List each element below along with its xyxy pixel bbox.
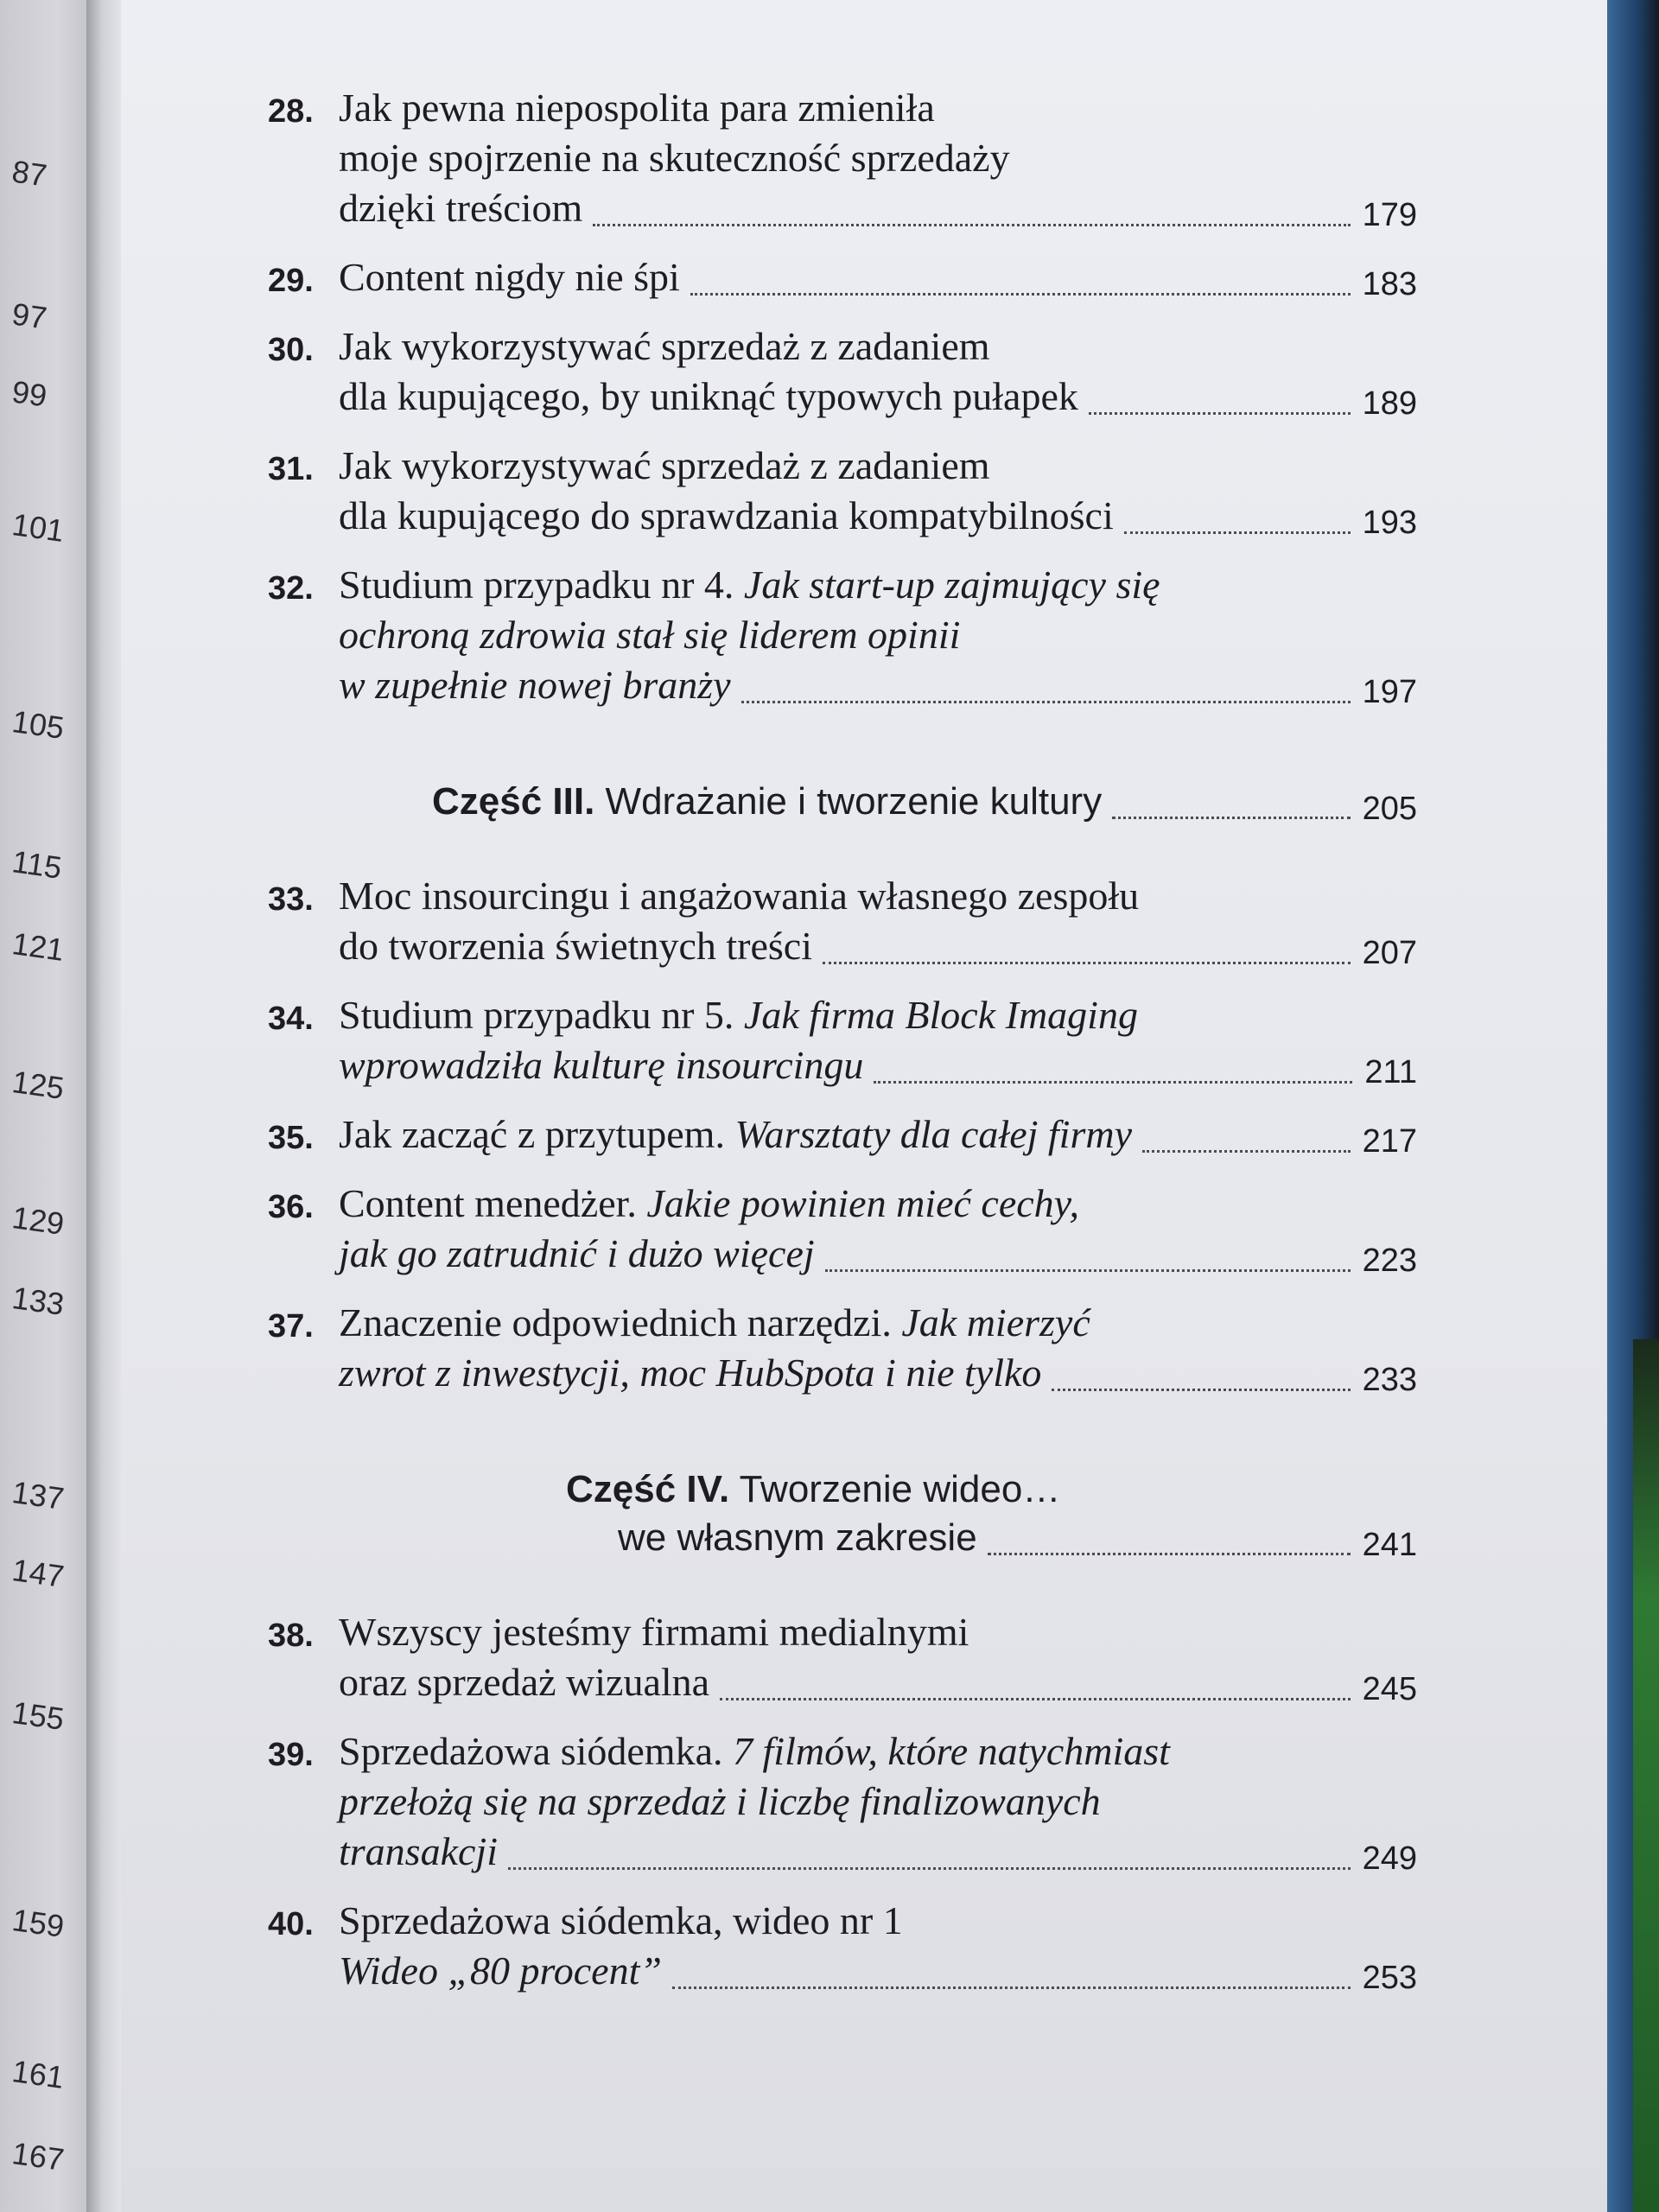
entry-title-plain: Jak zacząć z przytupem. — [339, 1112, 735, 1156]
toc-entry — [268, 1179, 1417, 1286]
entry-title-line: Jak wykorzystywać sprzedaż z zadaniem — [339, 324, 990, 368]
page-number: 211 — [1364, 1054, 1417, 1090]
entry-title-italic: Jak start-up zajmujący się — [743, 563, 1160, 607]
margin-page-number: 105 — [10, 703, 67, 746]
page-number: 179 — [1362, 197, 1417, 233]
page-number: 223 — [1362, 1243, 1417, 1279]
entry-title-line: dla kupującego, by uniknąć typowych pułapek — [339, 374, 1078, 418]
table-of-contents — [268, 83, 1417, 2015]
page-number: 249 — [1362, 1840, 1417, 1877]
chapter-number: 34. — [268, 1001, 314, 1037]
page-number: 253 — [1362, 1960, 1417, 1996]
chapter-number: 33. — [268, 881, 314, 918]
entry-title-line: Jak wykorzystywać sprzedaż z zadaniem — [339, 443, 990, 487]
margin-page-number: 133 — [10, 1280, 67, 1322]
page-number: 241 — [1362, 1527, 1417, 1563]
toc-entry — [268, 990, 1417, 1097]
dot-leader — [672, 1946, 1351, 1989]
toc-entry — [268, 1109, 1417, 1166]
part-heading — [268, 1465, 1417, 1569]
toc-entry — [268, 252, 1417, 309]
dot-leader — [825, 1229, 1351, 1272]
margin-page-number: 167 — [10, 2135, 67, 2177]
dot-leader — [988, 1514, 1351, 1555]
entry-title-line: do tworzenia świetnych treści — [339, 924, 812, 968]
chapter-number: 32. — [268, 570, 314, 607]
part-heading — [268, 778, 1417, 833]
chapter-number: 35. — [268, 1120, 314, 1156]
dot-leader — [1124, 491, 1351, 534]
page-number: 207 — [1362, 935, 1417, 971]
margin-page-number: 129 — [10, 1199, 67, 1242]
entry-title-line: ochroną zdrowia stał się liderem opinii — [339, 613, 961, 657]
chapter-number: 28. — [268, 93, 314, 130]
toc-entry — [268, 441, 1417, 548]
page-number: 233 — [1362, 1362, 1417, 1398]
dot-leader — [741, 660, 1351, 703]
margin-page-number: 97 — [10, 296, 49, 336]
page-number: 197 — [1362, 674, 1417, 710]
page-number: 193 — [1362, 505, 1417, 541]
toc-entry — [268, 871, 1417, 978]
entry-title-line: dzięki treściom — [339, 186, 583, 230]
toc-entry — [268, 321, 1417, 429]
dot-leader — [720, 1657, 1351, 1700]
entry-title-plain: Content menedżer. — [339, 1181, 647, 1225]
dot-leader — [593, 183, 1350, 226]
part-title: Tworzenie wideo… — [739, 1468, 1061, 1510]
dot-leader — [874, 1040, 1352, 1084]
entry-title-line: jak go zatrudnić i dużo więcej — [339, 1231, 815, 1275]
entry-title-italic: Jakie powinien mieć cechy, — [646, 1181, 1080, 1225]
chapter-number: 36. — [268, 1189, 314, 1225]
toc-entry — [268, 83, 1417, 240]
margin-page-number: 87 — [10, 153, 49, 194]
margin-page-number: 99 — [10, 373, 49, 414]
margin-page-number: 125 — [10, 1064, 67, 1106]
chapter-number: 31. — [268, 451, 314, 487]
part-label: Część IV. — [566, 1468, 730, 1510]
entry-title-line: Content nigdy nie śpi — [339, 255, 680, 299]
margin-page-number: 155 — [10, 1694, 67, 1737]
entry-title-line: Wszyscy jesteśmy firmami medialnymi — [339, 1610, 969, 1654]
part-label: Część III. — [432, 780, 595, 823]
dot-leader — [508, 1827, 1351, 1870]
entry-title-italic: Jak firma Block Imaging — [743, 993, 1138, 1037]
dot-leader — [823, 921, 1351, 964]
chapter-number: 29. — [268, 263, 314, 299]
chapter-number: 37. — [268, 1308, 314, 1344]
toc-entry — [268, 1607, 1417, 1714]
entry-title-line: Jak pewna niepospolita para zmieniła — [339, 86, 935, 130]
background-green — [1633, 1339, 1659, 2212]
entry-title-plain: Sprzedażowa siódemka. — [339, 1729, 734, 1773]
dot-leader — [1052, 1348, 1350, 1391]
page-number: 217 — [1362, 1123, 1417, 1160]
chapter-number: 38. — [268, 1618, 314, 1654]
part-title: Wdrażanie i tworzenie kultury — [605, 780, 1103, 823]
page-number: 245 — [1362, 1671, 1417, 1707]
entry-title-line: Sprzedażowa siódemka, wideo nr 1 — [339, 1898, 903, 1942]
entry-title-line: wprowadziła kulturę insourcingu — [339, 1043, 864, 1087]
entry-title-line: zwrot z inwestycji, moc HubSpota i nie tylko — [339, 1351, 1042, 1395]
page-number: 205 — [1362, 791, 1417, 827]
entry-title-line: oraz sprzedaż wizualna — [339, 1660, 710, 1704]
entry-title-line: dla kupującego do sprawdzania kompatybilności — [339, 493, 1114, 537]
chapter-number: 30. — [268, 332, 314, 368]
dot-leader — [690, 252, 1351, 296]
entry-title-italic: 7 filmów, które natychmiast — [733, 1729, 1170, 1773]
entry-title-line: w zupełnie nowej branży — [339, 663, 731, 707]
margin-page-number: 121 — [10, 925, 67, 968]
entry-title-plain: Znaczenie odpowiednich narzędzi. — [339, 1300, 902, 1344]
entry-title-line: transakcji — [339, 1829, 498, 1873]
toc-entry — [268, 1298, 1417, 1405]
page-number: 189 — [1362, 385, 1417, 422]
margin-page-number: 161 — [10, 2053, 67, 2095]
book-gutter — [86, 0, 121, 2212]
right-edge — [1607, 0, 1659, 2212]
margin-page-number: 147 — [10, 1552, 67, 1594]
margin-page-number: 115 — [10, 843, 65, 886]
toc-entry — [268, 1726, 1417, 1884]
entry-title-line: moje spojrzenie na skuteczność sprzedaży — [339, 136, 1010, 180]
entry-title-plain: Studium przypadku nr 4. — [339, 563, 744, 607]
entry-title-line: Moc insourcingu i angażowania własnego zespołu — [339, 874, 1140, 918]
margin-page-number: 101 — [10, 506, 67, 549]
page-number: 183 — [1362, 266, 1417, 302]
entry-title-italic: Warsztaty dla całej firmy — [734, 1112, 1133, 1156]
entry-title-plain: Studium przypadku nr 5. — [339, 993, 744, 1037]
dot-leader — [1112, 778, 1350, 819]
margin-page-number: 137 — [10, 1474, 67, 1516]
entry-title-line: przełożą się na sprzedaż i liczbę finalizowanych — [339, 1779, 1101, 1823]
dot-leader — [1142, 1109, 1351, 1153]
toc-entry — [268, 560, 1417, 717]
toc-entry — [268, 1896, 1417, 2003]
entry-title-italic: Jak mierzyć — [901, 1300, 1090, 1344]
entry-title-line: Wideo „80 procent” — [339, 1948, 662, 1993]
chapter-number: 40. — [268, 1906, 314, 1942]
part-title: we własnym zakresie — [618, 1516, 977, 1559]
dot-leader — [1089, 372, 1351, 415]
chapter-number: 39. — [268, 1737, 314, 1773]
margin-page-number: 159 — [10, 1902, 67, 1944]
